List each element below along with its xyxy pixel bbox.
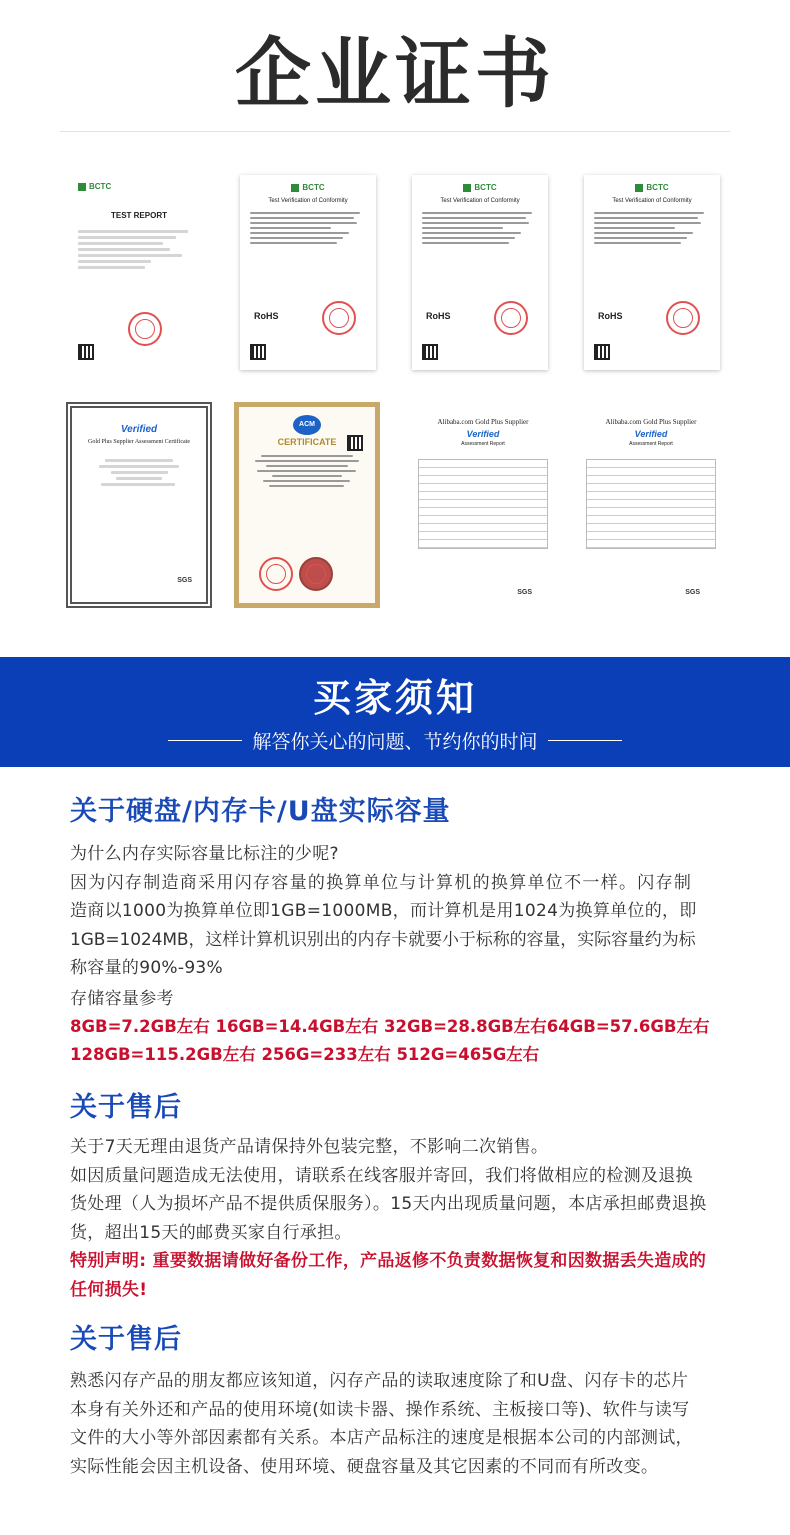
sgs-logo: SGS bbox=[177, 577, 192, 584]
qr-code-icon bbox=[347, 435, 363, 451]
assessment-report-1[interactable] bbox=[410, 412, 556, 608]
red-seal-stamp bbox=[494, 301, 528, 335]
qr-code-icon bbox=[250, 344, 266, 360]
speed-line: 实际性能会因主机设备、使用环境、硬盘容量及其它因素的不同而有所改变。 bbox=[70, 1456, 659, 1477]
bctc-logo: BCTC bbox=[594, 183, 710, 192]
buyer-notice-subtitle: 解答你关心的问题、节约你的时间 bbox=[252, 731, 538, 753]
aftersales-line: 如因质量问题造成无法使用，请联系在线客服并寄回，我们将做相应的检测及退换 bbox=[70, 1165, 693, 1186]
right-dash-divider bbox=[548, 740, 622, 741]
section-speed-body bbox=[70, 1367, 732, 1481]
verified-mark: Verified bbox=[466, 429, 500, 439]
red-seal-stamp bbox=[666, 301, 700, 335]
assessment-report-label: Assessment Report bbox=[629, 441, 673, 447]
speed-line: 文件的大小等外部因素都有关系。本店产品标注的速度是根据本公司的内部测试， bbox=[70, 1428, 693, 1448]
bctc-logo: BCTC bbox=[422, 183, 538, 192]
certificate-gold-plus-supplier[interactable] bbox=[66, 402, 212, 608]
red-seal-stamp bbox=[259, 557, 293, 591]
buyer-notice-title: 买家须知 bbox=[312, 676, 477, 720]
section-aftersales-heading: 关于售后 bbox=[70, 1092, 182, 1123]
capacity-reference-label: 存储容量参考 bbox=[70, 989, 174, 1009]
conformity-title: Test Verification of Conformity bbox=[440, 198, 520, 204]
capacity-reference-line: 128GB=115.2GB左右 256G=233左右 512G=465G左右 bbox=[70, 1045, 540, 1064]
rohs-mark: RoHS bbox=[426, 311, 451, 321]
assessment-report-label: Assessment Report bbox=[461, 441, 505, 447]
sgs-logo: SGS bbox=[517, 589, 532, 596]
alibaba-gold-title: Alibaba.com Gold Plus Supplier bbox=[437, 418, 529, 426]
left-dash-divider bbox=[168, 740, 242, 741]
bctc-logo: BCTC bbox=[250, 183, 366, 192]
capacity-answer-line: 1GB=1024MB，这样计算机识别出的内存卡就要小于标称的容量，实际容量约为标 bbox=[70, 929, 696, 950]
buyer-notice-subtitle-row bbox=[0, 727, 790, 754]
capacity-answer-line: 称容量的90%-93% bbox=[70, 958, 224, 978]
section-speed-heading: 关于售后 bbox=[70, 1324, 182, 1355]
capacity-question: 为什么内存实际容量比标注的少呢? bbox=[70, 844, 339, 864]
conformity-title: Test Verification of Conformity bbox=[612, 198, 692, 204]
sgs-logo: SGS bbox=[685, 589, 700, 596]
acm-logo: ACM bbox=[293, 415, 321, 435]
aftersales-line: 货，超出15天的邮费买家自行承担。 bbox=[70, 1222, 352, 1243]
speed-line: 熟悉闪存产品的朋友都应该知道，闪存产品的读取速度除了和U盘、闪存卡的芯片 bbox=[70, 1371, 689, 1391]
test-report-title: TEST REPORT bbox=[110, 211, 167, 220]
red-seal-stamp bbox=[322, 301, 356, 335]
qr-code-icon bbox=[422, 344, 438, 360]
certificate-test-report[interactable] bbox=[66, 172, 212, 372]
certificate-acm-iso[interactable] bbox=[234, 402, 380, 608]
conformity-title: Test Verification of Conformity bbox=[268, 198, 348, 204]
rohs-mark: RoHS bbox=[598, 311, 623, 321]
rohs-mark: RoHS bbox=[254, 311, 279, 321]
speed-line: 本身有关外还和产品的使用环境(如读卡器、操作系统、主板接口等)、软件与读写 bbox=[70, 1399, 690, 1420]
certificate-heading: CERTIFICATE bbox=[277, 437, 337, 447]
red-seal-stamp bbox=[299, 557, 333, 591]
qr-code-icon bbox=[78, 344, 94, 360]
section-aftersales-body bbox=[70, 1133, 732, 1304]
capacity-answer-line: 因为闪存制造商采用闪存容量的换算单位与计算机的换算单位不一样。闪存制 bbox=[70, 872, 693, 893]
certificate-conformity-1[interactable] bbox=[240, 175, 376, 370]
assessment-report-2[interactable] bbox=[578, 412, 724, 608]
report-table bbox=[586, 459, 716, 549]
special-notice-line: 特别声明: 重要数据请做好备份工作，产品返修不负责数据恢复和因数据丢失造成的 bbox=[70, 1251, 707, 1271]
special-notice-line: 任何损失! bbox=[70, 1279, 148, 1300]
aftersales-line: 货处理（人为损坏产品不提供质保服务）。15天内出现质量问题，本店承担邮费退换 bbox=[70, 1194, 707, 1214]
capacity-answer-line: 造商以1000为换算单位即1GB=1000MB，而计算机是用1024为换算单位的，即 bbox=[70, 901, 697, 921]
section-capacity-body bbox=[70, 840, 732, 983]
title-divider bbox=[60, 131, 730, 132]
return-policy-line: 关于7天无理由退货产品请保持外包装完整，不影响二次销售。 bbox=[70, 1137, 549, 1157]
gold-plus-title: Gold Plus Supplier Assessment Certificate bbox=[88, 439, 190, 445]
verified-mark: Verified bbox=[120, 424, 158, 435]
certificate-conformity-2[interactable] bbox=[412, 175, 548, 370]
bctc-logo: BCTC bbox=[78, 182, 200, 191]
verified-mark: Verified bbox=[634, 429, 668, 439]
page-title: 企业证书 bbox=[235, 29, 555, 118]
capacity-reference-line: 8GB=7.2GB左右 16GB=14.4GB左右 32GB=28.8GB左右64GB=57.6GB左右 bbox=[70, 1017, 710, 1036]
report-table bbox=[418, 459, 548, 549]
certificate-conformity-3[interactable] bbox=[584, 175, 720, 370]
red-seal-stamp bbox=[128, 312, 162, 346]
qr-code-icon bbox=[594, 344, 610, 360]
section-capacity-heading: 关于硬盘/内存卡/U盘实际容量 bbox=[70, 796, 451, 827]
alibaba-gold-title: Alibaba.com Gold Plus Supplier bbox=[605, 418, 697, 426]
